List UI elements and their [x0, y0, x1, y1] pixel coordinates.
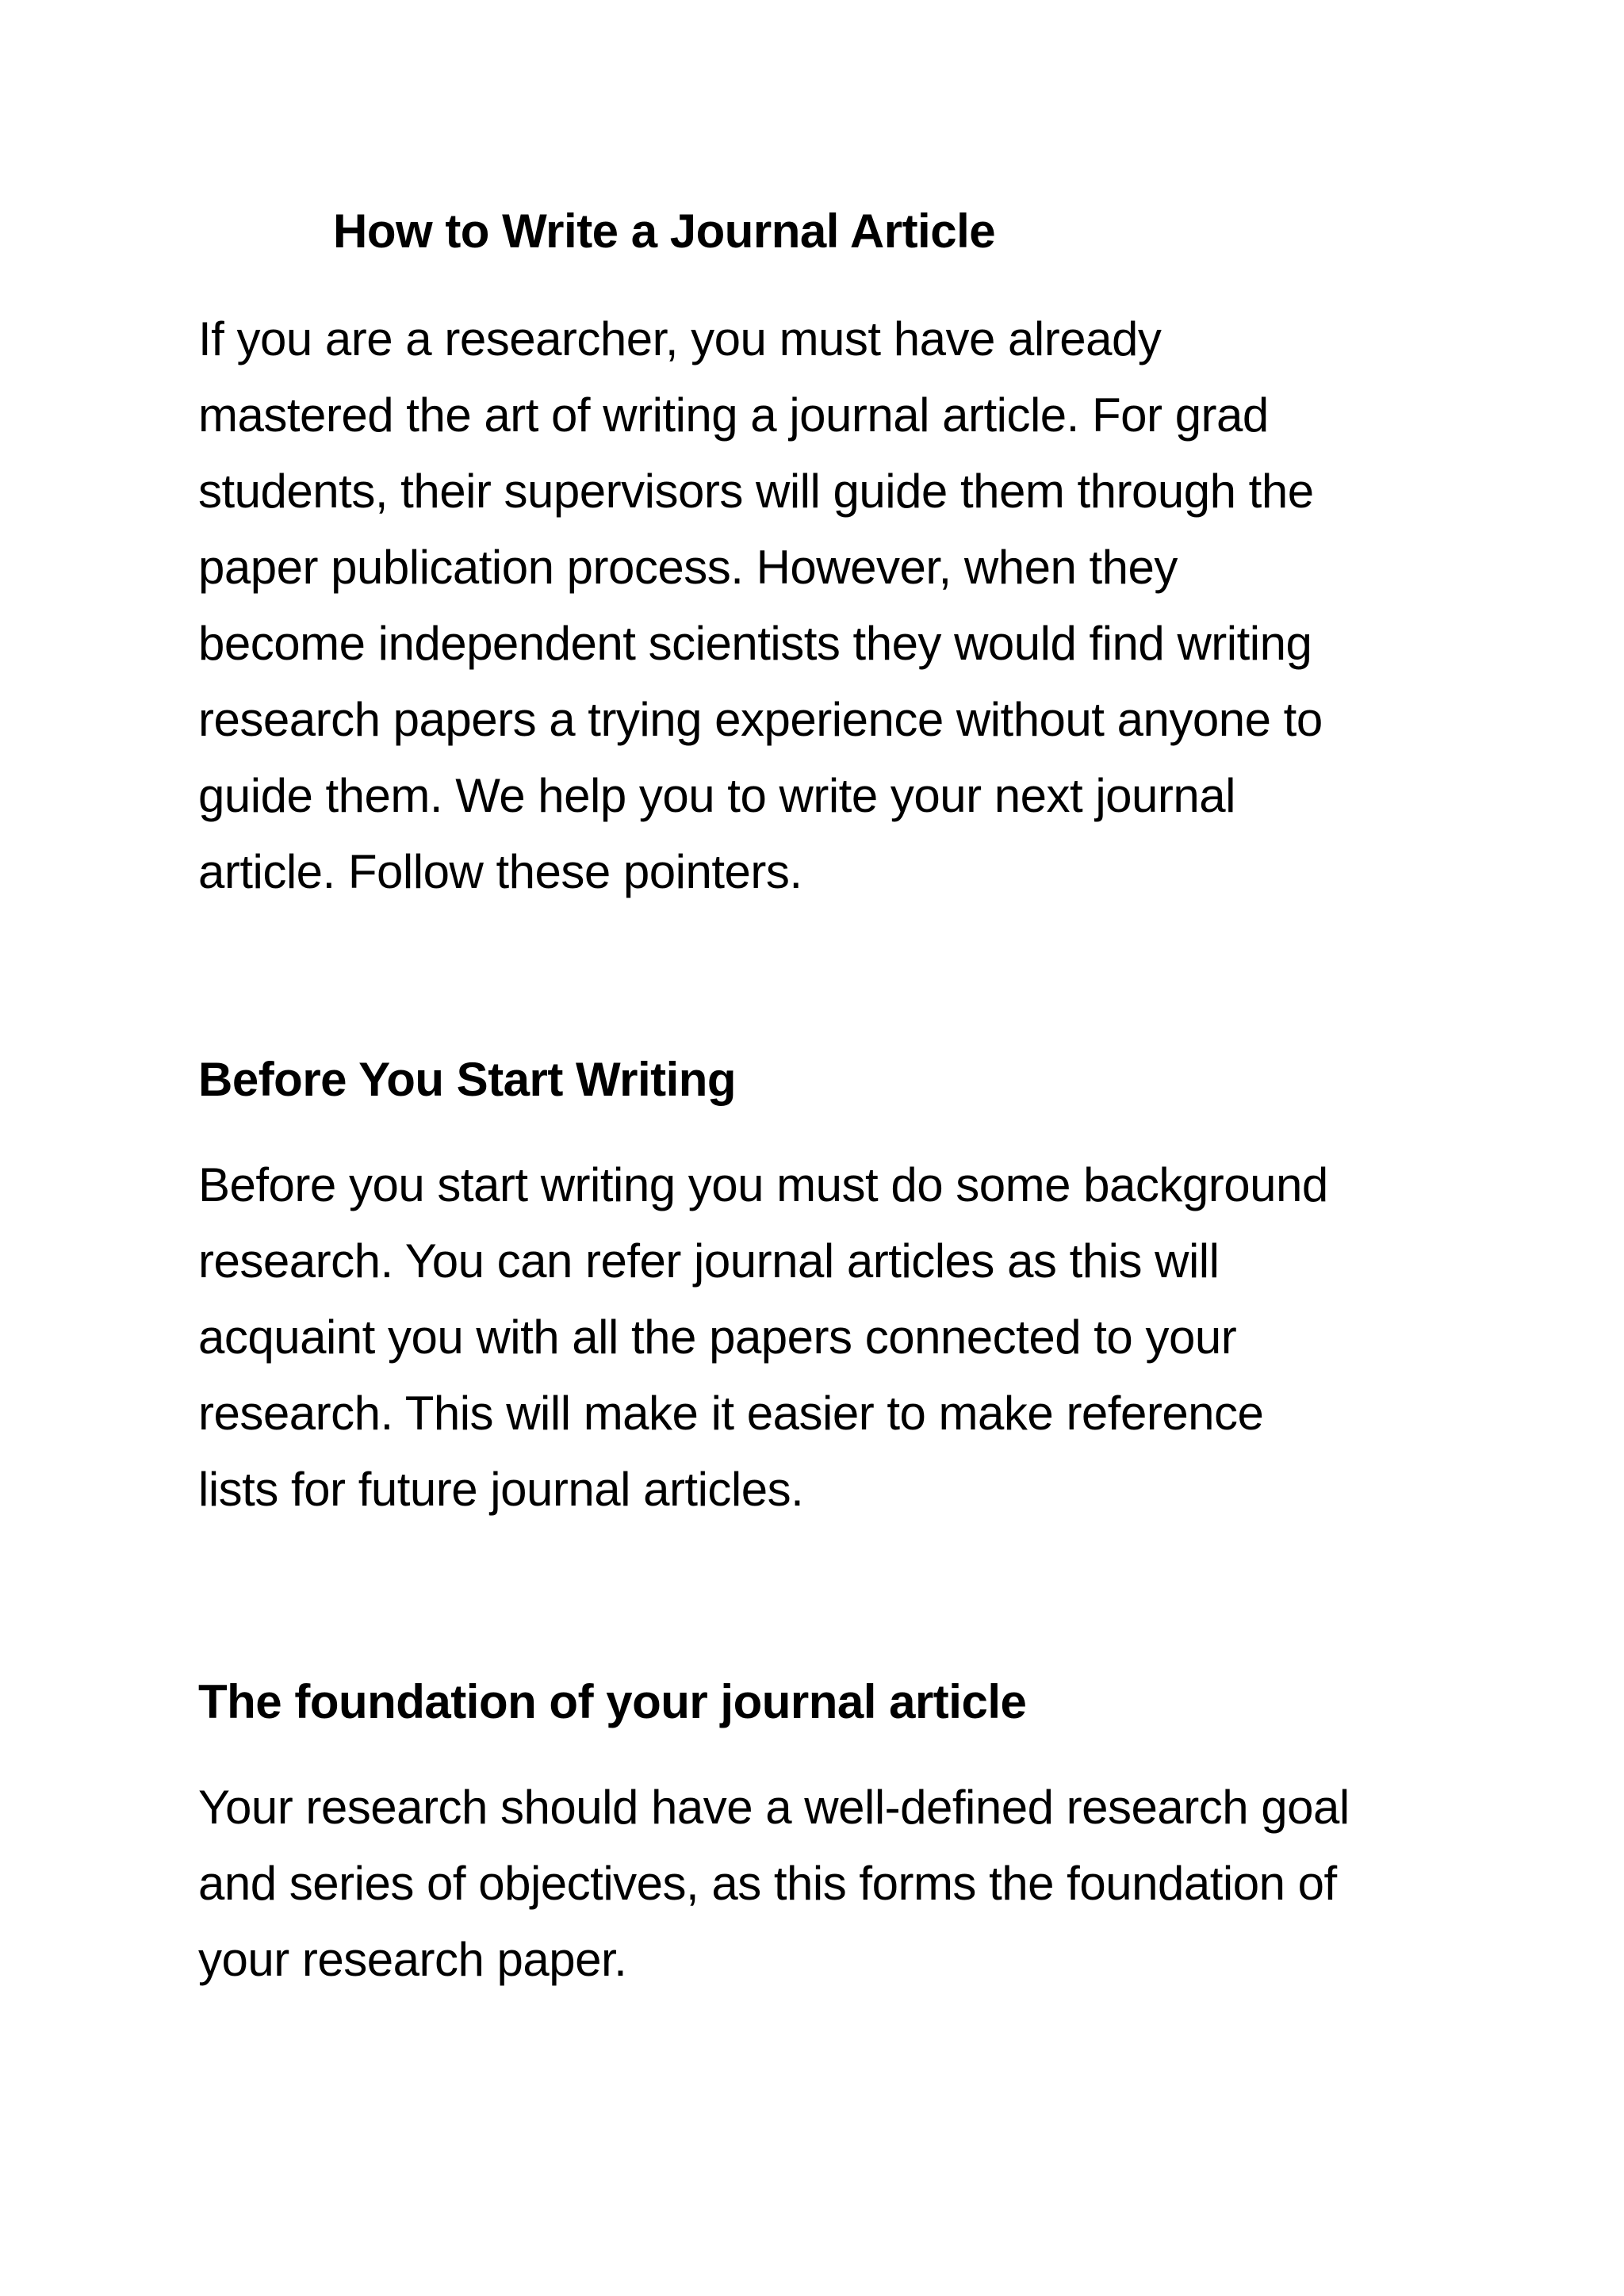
intro-line: If you are a researcher, you must have already — [198, 312, 1162, 365]
intro-paragraph — [198, 301, 1467, 910]
intro-line: mastered the art of writing a journal article. For grad — [198, 388, 1269, 442]
paragraph-line: research. This will make it easier to make reference — [198, 1387, 1264, 1440]
section-heading: The foundation of your journal article — [198, 1675, 1027, 1728]
section-before-you-start — [198, 1048, 1467, 1112]
section-paragraph — [198, 1147, 1467, 1528]
paragraph-line: Your research should have a well-defined research goal — [198, 1781, 1350, 1834]
paragraph-line: acquaint you with all the papers connected to your — [198, 1311, 1237, 1364]
intro-line: paper publication process. However, when they — [198, 541, 1178, 594]
intro-line: become independent scientists they would find writing — [198, 617, 1312, 670]
paragraph-line: and series of objectives, as this forms the foundation of — [198, 1857, 1337, 1910]
intro-line: students, their supervisors will guide them through the — [198, 465, 1314, 518]
paragraph-line: research. You can refer journal articles as this will — [198, 1234, 1220, 1288]
paragraph-line: your research paper. — [198, 1933, 627, 1986]
section-heading: Before You Start Writing — [198, 1053, 737, 1106]
intro-line: article. Follow these pointers. — [198, 845, 802, 898]
section-paragraph — [198, 1770, 1467, 1998]
paragraph-line: lists for future journal articles. — [198, 1463, 804, 1516]
paragraph-line: Before you start writing you must do some background — [198, 1158, 1328, 1211]
intro-line: research papers a trying experience without anyone to — [198, 693, 1323, 746]
intro-line: guide them. We help you to write your next journal — [198, 769, 1235, 822]
document-title: How to Write a Journal Article — [333, 205, 996, 258]
section-foundation — [198, 1670, 1467, 1734]
